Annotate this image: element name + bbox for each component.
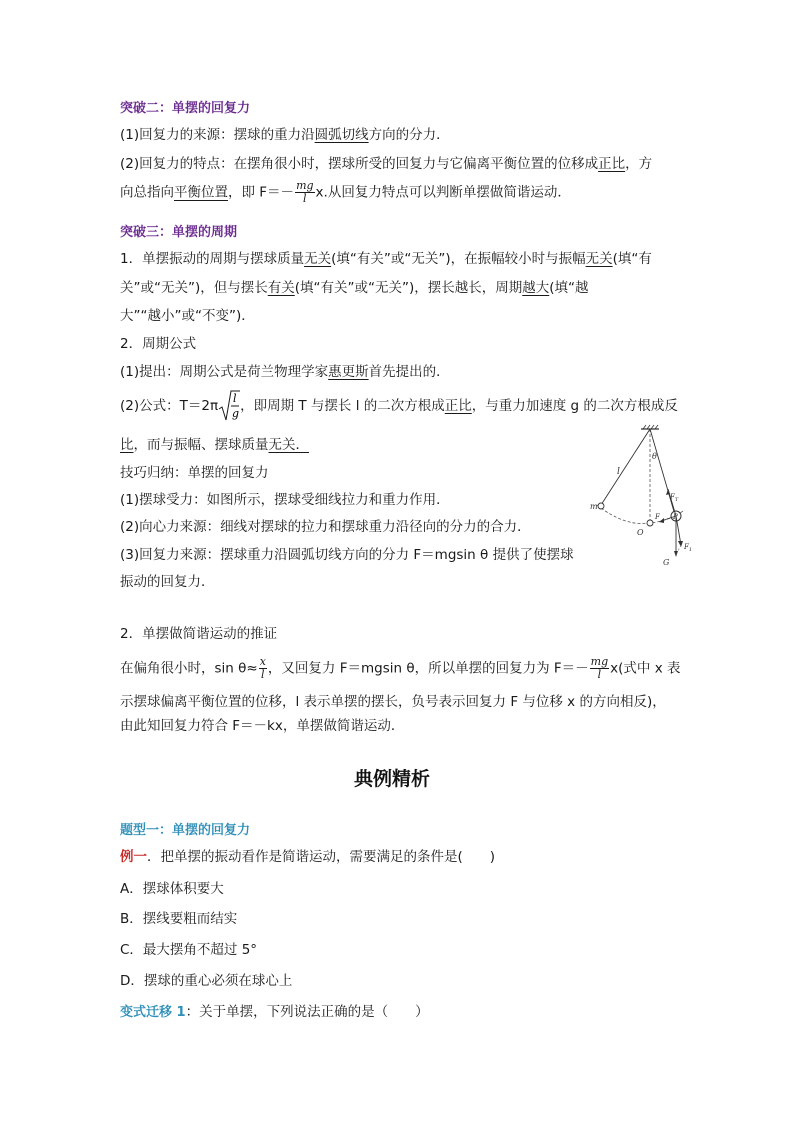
feature-text-d: x.从回复力特点可以判断单摆做简谐运动．: [315, 184, 571, 201]
tip-restoring-source: (3)回复力来源：摆球重力沿圆弧切线方向的分力 F＝mgsin θ 提供了使摆球: [120, 547, 574, 563]
source-underlined-tangent: 圆弧切线: [314, 127, 369, 143]
period-text-f: (填“越: [549, 280, 589, 296]
ball-left: [598, 503, 604, 509]
period-para-line3: 大”“越小”或“不变”)．: [120, 308, 255, 324]
period-underlined-length: 有关: [267, 280, 295, 296]
formula-text-b: ，即周期 T 与摆长 l 的二次方根成: [240, 398, 445, 414]
derivation-line3: 由此知回复力符合 F＝－kx，单摆做简谐运动．: [120, 718, 405, 734]
formula-text-d: ，而与振幅、摆球质量: [133, 437, 269, 453]
origin-underlined-huygens: 惠更斯: [328, 364, 369, 380]
option-b: B．摆线要粗而结实: [120, 911, 238, 927]
derivation-line1: [120, 656, 680, 681]
sqrt-denominator: g: [232, 407, 240, 420]
string-displaced: [650, 429, 675, 515]
sqrt-l-over-g: [218, 389, 240, 423]
period-underlined-larger: 越大: [522, 280, 550, 296]
label-gravity: G: [663, 558, 670, 567]
string-left-position: [601, 429, 650, 505]
option-c: C．最大摆角不超过 5°: [120, 942, 258, 958]
feature-underlined-equilibrium: 平衡位置: [174, 184, 228, 201]
label-f1-main: F: [684, 543, 689, 551]
option-a: A．摆球体积要大: [120, 881, 224, 897]
formula-underlined-proportional: 正比: [444, 398, 472, 414]
breakthrough2-title: 突破二：单摆的回复力: [120, 101, 251, 116]
fraction-numerator: mg: [296, 179, 314, 192]
formula-fraction-mg-l: [295, 180, 314, 205]
period-text-c: (填“有: [612, 251, 652, 267]
component-dash: [676, 545, 681, 555]
gravity-arrowhead: [674, 551, 678, 557]
period-underlined-mass: 无关: [304, 251, 332, 267]
swing-arc: [597, 505, 683, 524]
label-component-f1: [683, 543, 692, 553]
period-text-b: (填“有关”或“无关”)，在振幅较小时与振幅: [331, 251, 586, 267]
ceiling-hatch: [643, 425, 658, 429]
label-tension-main: F: [670, 493, 675, 501]
period-underlined-amplitude: 无关: [585, 251, 613, 267]
feature-formula-prefix: ，即 F＝－: [228, 184, 295, 201]
feature-text-a: (2)回复力的特点：在摆角很小时，摆球所受的回复力与它偏离平衡位置的位移成: [120, 156, 599, 172]
period-para-line2: [120, 276, 589, 296]
pendulum-diagram: [585, 423, 705, 573]
label-mass: m: [590, 502, 598, 511]
sqrt-numerator: l: [233, 392, 237, 405]
period-formula-line2: [120, 433, 309, 453]
example1-text: ．把单摆的振动看作是简谐运动，需要满足的条件是( ): [147, 849, 496, 865]
feature-underlined-proportional: 正比: [598, 156, 626, 172]
period-para-line1: [120, 247, 652, 267]
fraction-x-numerator: x: [259, 655, 266, 668]
formula-underlined-unrelated: 无关．: [268, 437, 309, 453]
label-tension-sub: T: [674, 497, 679, 503]
period-formula-heading: 2．周期公式: [120, 336, 197, 352]
period-text-a: 1．单摆振动的周期与摆球质量: [120, 251, 305, 267]
period-formula-origin: [120, 360, 450, 380]
derivation-text-a: 在偏角很小时，sin θ≈: [120, 660, 258, 677]
variant-text: ：关于单摆，下列说法正确的是（ ）: [185, 1004, 429, 1020]
label-force-f: F: [655, 513, 660, 521]
fraction-mg-over-l: [590, 656, 609, 681]
label-origin: O: [637, 528, 644, 537]
label-theta: θ: [652, 452, 657, 461]
restoring-force-source-text: (1)回复力的来源：摆球的重力沿圆弧切线方向的分力．: [120, 127, 450, 143]
fraction-l2-denominator: l: [597, 668, 602, 681]
sqrt-symbol: [218, 389, 240, 423]
examples-section-title: 典例精析: [354, 768, 431, 790]
fraction-x-over-l: [259, 656, 267, 681]
period-text-d: 关”或“无关”)，但与摆长: [120, 280, 268, 296]
fraction-denominator: l: [303, 192, 307, 205]
derivation-title: 2．单摆做简谐运动的推证: [120, 626, 278, 642]
period-text-e: (填“有关”或“无关”)，摆长越长，周期: [294, 280, 523, 296]
derivation-line2: 示摆球偏离平衡位置的位移，l 表示单摆的摆长，负号表示回复力 F 与位移 x 的方向相反)，: [120, 694, 666, 710]
fraction-l-denominator: l: [261, 668, 265, 681]
restoring-force-feature-line2: [120, 180, 571, 205]
variant-question: [120, 1000, 429, 1020]
tip-force-analysis: (1)摆球受力：如图所示，摆球受细线拉力和重力作用．: [120, 492, 450, 508]
feature-text-c: 向总指向: [120, 184, 174, 201]
variant-label: 变式迁移 1: [120, 1005, 186, 1020]
formula-underlined-inverse: 比: [120, 437, 134, 453]
formula-text-c: ，与重力加速度 g 的二次方根成反: [471, 398, 678, 414]
example1-label: 例一: [120, 849, 147, 865]
example1-question: [120, 845, 495, 865]
restoring-force-feature-line1: [120, 152, 652, 172]
feature-text-b: ，方: [625, 156, 653, 172]
fraction-mg-numerator: mg: [590, 655, 609, 668]
origin-text-a: (1)提出：周期公式是荷兰物理学家: [120, 364, 329, 380]
period-formula-line: [120, 389, 678, 423]
label-point-p: P: [673, 513, 678, 521]
type1-title: 题型一：单摆的回复力: [120, 823, 251, 838]
formula-text-a: (2)公式：T＝2π: [120, 398, 219, 414]
restoring-force-source: [120, 123, 450, 143]
breakthrough3-title: 突破三：单摆的周期: [120, 225, 238, 240]
origin-text-b: 首先提出的．: [368, 364, 450, 380]
option-d: D．摆球的重心必须在球心上: [120, 973, 293, 989]
label-tension: [669, 493, 679, 503]
tips-title: 技巧归纳：单摆的回复力: [120, 465, 269, 481]
tip-restoring-source-cont: 振动的回复力．: [120, 574, 215, 590]
derivation-text-c: x(式中 x 表: [610, 660, 681, 677]
ball-equilibrium: [647, 520, 653, 526]
label-f1-sub: 1: [688, 547, 693, 553]
label-length: l: [617, 467, 620, 477]
tip-centripetal-source: (2)向心力来源：细线对摆球的拉力和摆球重力沿径向的分力的合力．: [120, 519, 531, 535]
derivation-text-b: ，又回复力 F＝mgsin θ，所以单摆的回复力为 F＝－: [267, 660, 589, 677]
